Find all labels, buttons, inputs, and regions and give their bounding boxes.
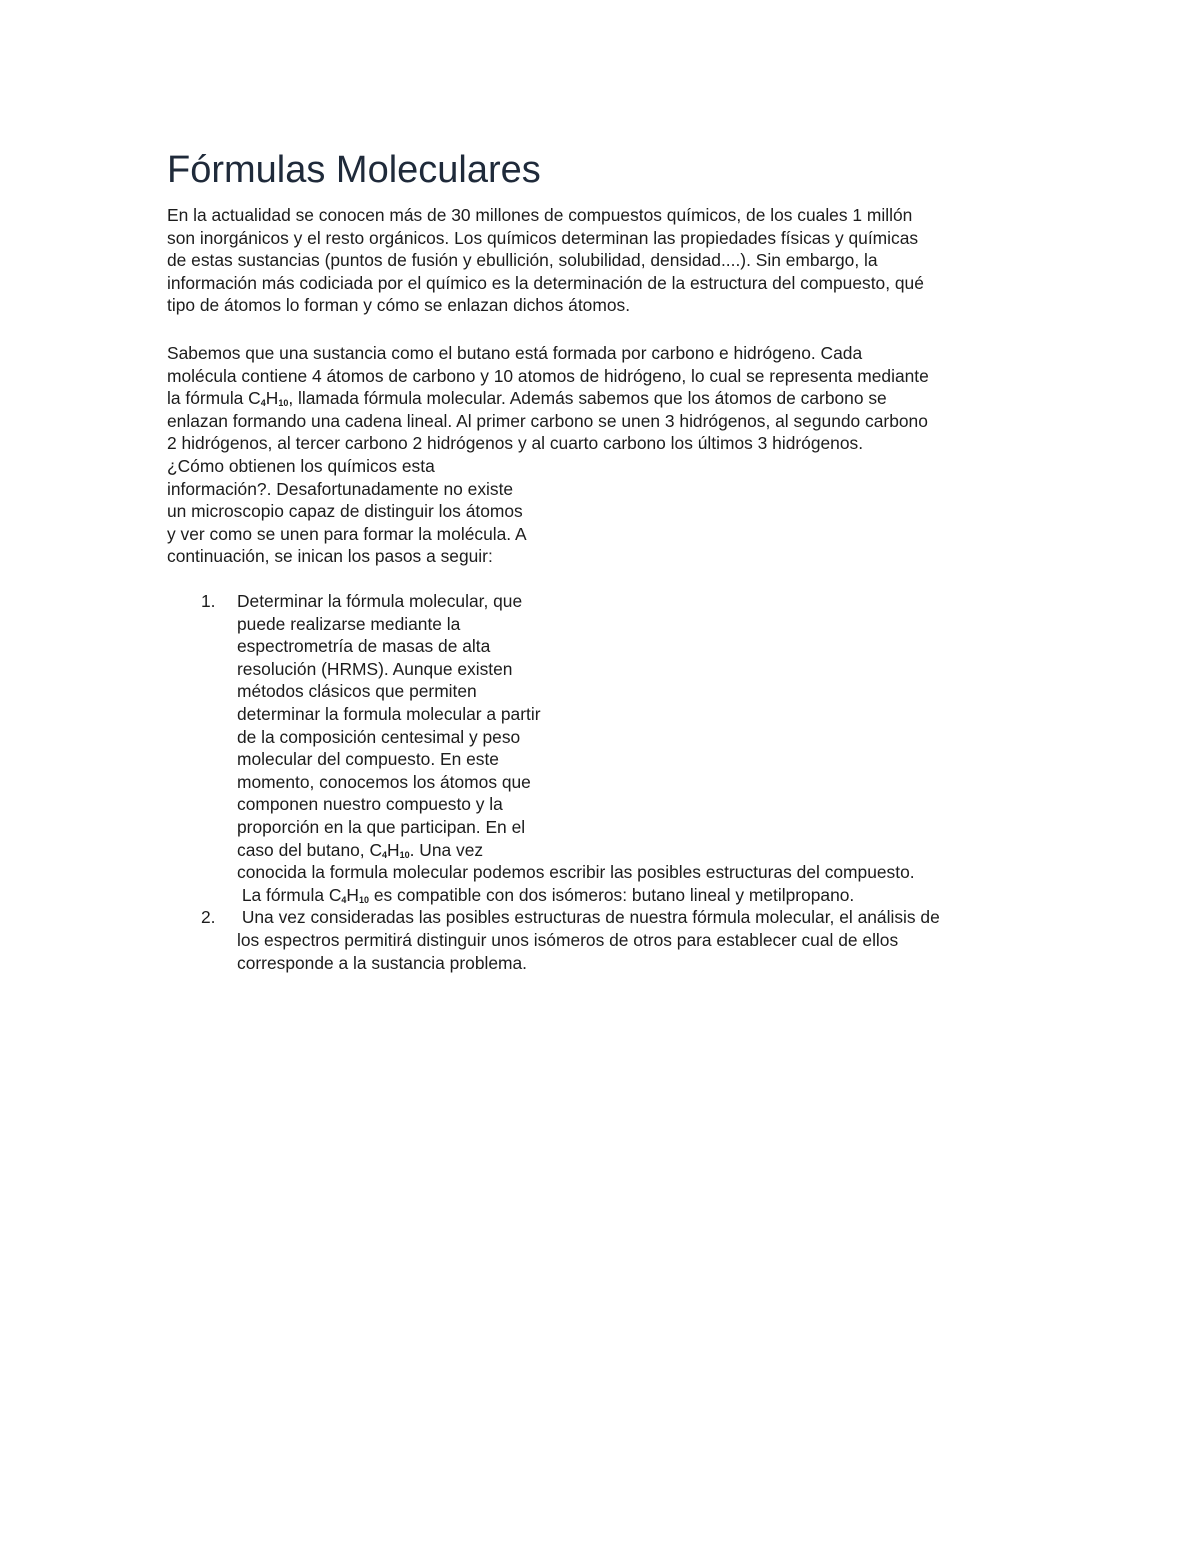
list-item-number: 2. <box>201 907 216 928</box>
text-line: En la actualidad se conocen más de 30 millones de compuestos químicos, de los cuales 1 millón <box>167 205 913 225</box>
text-line: continuación, se inican los pasos a seguir: <box>167 546 493 567</box>
list-item <box>167 906 940 974</box>
text-line-formula <box>237 839 940 862</box>
text-line: proporción en la que participan. En el <box>237 816 526 837</box>
document-title: Fórmulas Moleculares <box>167 149 541 191</box>
text-line: Sabemos que una sustancia como el butano está formada por carbono e hidrógeno. Cada <box>167 343 863 363</box>
text-line: un microscopio capaz de distinguir los átomos <box>167 501 523 522</box>
subscript: 4 <box>341 894 347 905</box>
text-line: tipo de átomos lo forman y cómo se enlazan dichos átomos. <box>167 295 631 316</box>
text-line: Determinar la fórmula molecular, que <box>237 591 523 611</box>
text-line: 2 hidrógenos, al tercer carbono 2 hidrógenos y al cuarto carbono los últimos 3 hidrógenos. <box>167 433 864 454</box>
text-line: y ver como se unen para formar la molécula. A <box>167 523 527 544</box>
text-line: conocida la formula molecular podemos escribir las posibles estructuras del compuesto. <box>237 862 915 883</box>
subscript: 4 <box>382 849 388 860</box>
subscript: 10 <box>278 398 289 409</box>
text-line: molecular del compuesto. En este <box>237 749 499 770</box>
subscript: 10 <box>358 894 369 905</box>
text-line: información más codiciada por el químico es la determinación de la estructura del compuesto, qué <box>167 272 924 293</box>
text-line-formula <box>167 387 929 410</box>
text-line: son inorgánicos y el resto orgánicos. Los químicos determinan las propiedades físicas y químicas <box>167 227 919 248</box>
text-fragment: es compatible con dos isómeros: butano lineal y metilpropano. <box>368 884 855 905</box>
text-fragment: , llamada fórmula molecular. Además sabemos que los átomos de carbono se <box>288 388 887 409</box>
intro-paragraph <box>167 204 924 317</box>
text-line: de la composición centesimal y peso <box>237 726 521 747</box>
text-fragment: La fórmula C <box>237 884 342 905</box>
text-line: componen nuestro compuesto y la <box>237 794 503 815</box>
text-line: puede realizarse mediante la <box>237 613 461 634</box>
list-item-text <box>237 590 940 906</box>
text-fragment: H <box>346 884 359 905</box>
list-item-number: 1. <box>201 591 216 611</box>
text-fragment: H <box>387 839 400 860</box>
text-line: molécula contiene 4 átomos de carbono y 10 atomos de hidrógeno, lo cual se representa mediante <box>167 365 929 386</box>
text-line: de estas sustancias (puntos de fusión y ebullición, solubilidad, densidad....). Sin embargo, la <box>167 250 878 271</box>
text-line: métodos clásicos que permiten <box>237 681 477 702</box>
text-line: ¿Cómo obtienen los químicos esta <box>167 455 435 476</box>
subscript: 10 <box>399 849 410 860</box>
subscript: 4 <box>260 398 266 409</box>
butane-paragraph <box>167 342 929 568</box>
text-line: Una vez consideradas las posibles estructuras de nuestra fórmula molecular, el análisis de <box>237 907 940 928</box>
text-line: resolución (HRMS). Aunque existen <box>237 658 513 679</box>
text-fragment: la fórmula C <box>167 388 261 409</box>
text-line: momento, conocemos los átomos que <box>237 771 531 792</box>
text-fragment: H <box>265 388 279 409</box>
numbered-list <box>167 590 940 974</box>
list-item <box>167 590 940 906</box>
text-line-formula <box>237 884 940 907</box>
text-line: los espectros permitirá distinguir unos isómeros de otros para establecer cual de ellos <box>237 929 899 950</box>
text-line: información?. Desafortunadamente no existe <box>167 478 514 499</box>
text-line: corresponde a la sustancia problema. <box>237 952 528 973</box>
text-line: determinar la formula molecular a partir <box>237 703 541 724</box>
text-fragment: caso del butano, C <box>237 839 383 860</box>
text-fragment: . Una vez <box>409 839 484 860</box>
list-item-text <box>237 906 940 974</box>
text-line: espectrometría de masas de alta <box>237 636 491 657</box>
text-line: enlazan formando una cadena lineal. Al primer carbono se unen 3 hidrógenos, al segundo carbono <box>167 410 928 431</box>
